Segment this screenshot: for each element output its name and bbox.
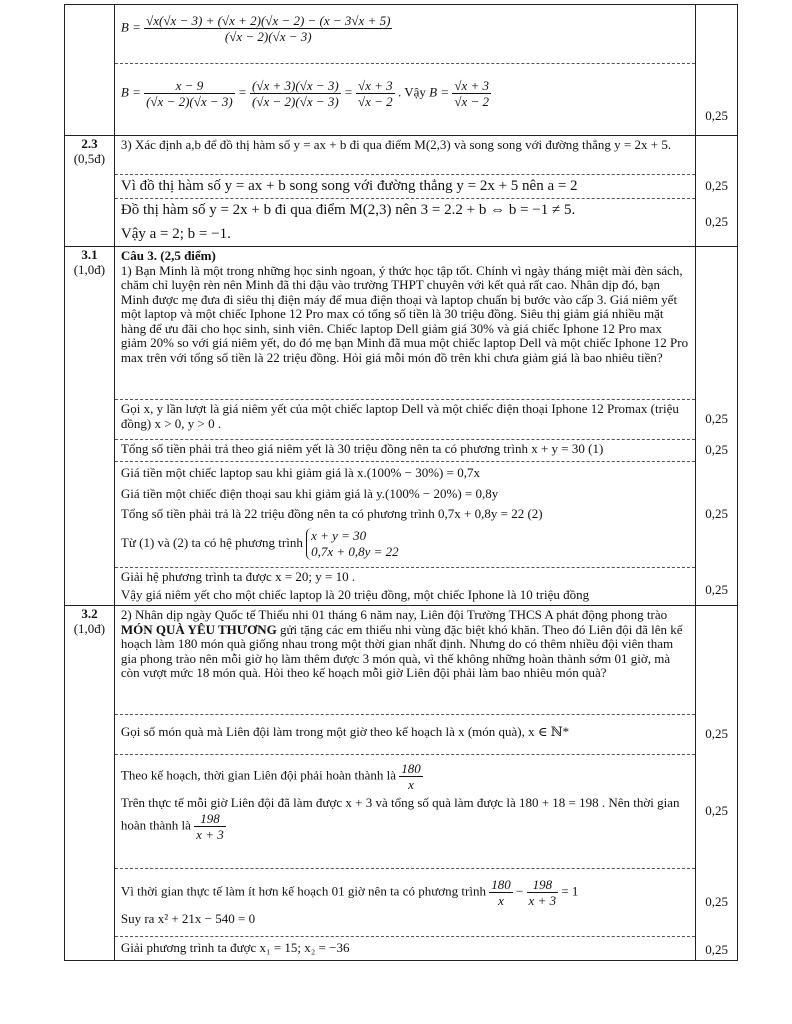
row-label-3-1 — [65, 247, 115, 606]
question-3-2 — [115, 606, 695, 714]
step-3-1-4b: Vậy giá niêm yết cho một chiếc laptop là 20 triệu đồng, một chiếc Iphone là 10 triệu đồng — [120, 586, 590, 602]
step-3-2-2b — [121, 796, 689, 842]
b2-frac-2 — [250, 78, 341, 109]
b2-f4-lhs: B = — [429, 84, 450, 100]
step-3-1-1: Gọi x, y lần lượt là giá niêm yết của một chiếc laptop Dell và một chiếc điện thoại Iphone 12 Promax (triệu đồng) x > 0, y > 0 . — [115, 399, 695, 439]
eq-frac-1 — [489, 877, 513, 908]
score-3-2-1: 0,25 — [705, 726, 728, 741]
score-3-2-3: 0,25 — [705, 894, 728, 909]
score-3-2-2: 0,25 — [705, 803, 728, 818]
b2-conclude: . Vậy — [397, 84, 426, 100]
frac-num: 198 — [532, 877, 553, 892]
b2-f3-den: √x − 2 — [358, 94, 393, 109]
b2-frac-4 — [452, 78, 491, 109]
step-3-2-1: Gọi số món quà mà Liên đội làm trong một giờ theo kế hoạch là x (món quà), x ∈ ℕ* — [115, 714, 695, 754]
question-prefix: 2) Nhân dịp ngày Quốc tế Thiếu nhi 01 tháng 6 năm nay, Liên đội Trường THCS A phát động phong trào — [120, 607, 668, 622]
b2-f3-num: √x + 3 — [358, 78, 393, 93]
plan-time-frac — [399, 761, 423, 792]
row-3-2 — [65, 606, 738, 961]
b-fraction-1 — [144, 13, 392, 44]
question-text: 1) Bạn Minh là một trong những học sinh ngoan, ý thức học tập tốt. Chính vì ngày tháng miệt mài đèn sách, chăm chỉ luyện rèn nên Minh đã thi đậu vào trường THPT chuyên với kết quả rất cao. Nhân dịp đó, bạn Minh được mẹ đưa đi siêu thị điện máy để mua điện thoại và laptop chuẩn bị bước vào cấp 3. Giá niêm yết một laptop và một chiếc Iphone 12 Pro max có tổng số tiền là 30 triệu đồng. Siêu thị giảm giá nhiều mặt hàng để ưu đãi cho học sinh, sinh viên. Chiếc laptop Dell giảm giá 30% và giá chiếc Iphone 12 Pro max giảm 20% so với giá niêm yết, do đó mẹ bạn Minh đã mua một chiếc laptop Dell và một chiếc Iphone 12 Pro max trên với tổng số tiền là 22 triệu đồng. Hỏi giá mỗi món đồ trên khi chưa giảm giá là bao nhiêu tiền? — [120, 262, 689, 365]
b2-lhs: B = — [120, 84, 141, 100]
row-3-1 — [65, 247, 738, 606]
step-3-2-4: Giải phương trình ta được x₁ = 15; x₂ = −36 — [115, 936, 695, 960]
frac-den: x + 3 — [196, 826, 224, 842]
b2-f4-num: √x + 3 — [454, 78, 490, 93]
score-b — [696, 5, 738, 136]
question-3-1 — [115, 247, 695, 399]
question-suffix: gửi tặng các em thiếu nhi vùng đặc biệt khó khăn. Theo đó Liên đội đã lên kế hoạch làm 180 món quà giống nhau trong một thời gian nhất định. Nhưng do có thêm nhiều đội viên tham gia phong trào nên mỗi giờ họ làm thêm được 3 món quà, vì thế không những hoàn thành sớm 01 giờ, mà còn vượt mức 18 món quà. Hỏi theo kế hoạch mỗi giờ Liên đội phải làm bao nhiêu món quà? — [120, 621, 683, 680]
answer-sheet — [64, 4, 738, 961]
score-2-3-1: 0,25 — [705, 178, 728, 193]
step-2-3-2 — [115, 198, 695, 246]
row-2-3 — [65, 136, 738, 247]
label-points: (1,0đ) — [73, 620, 106, 636]
system-intro: Từ (1) và (2) ta có hệ phương trình — [120, 534, 303, 550]
step-3-2-3a: Vì thời gian thực tế làm ít hơn kế hoạch 01 giờ nên ta có phương trình $\frac{180}{x}$ − $\frac{198}{x + 3}$ = 1 — [120, 877, 579, 908]
actual-time-text: Trên thực tế mỗi giờ Liên đội đã làm được x + 3 và tổng số quà làm được là 180 + 18 = 198 . Nên thời gian hoàn thành là — [120, 795, 680, 832]
b-expression-2: B = $\frac{x - 9}{(√x - 2)(√x - 3)}$ = $\frac{(√x + 3)(√x - 3)}{(√x - 2)(√x - 3)}$ = $\frac{√x + 3}{√x - 2}$ . Vậy B = $\frac{√x + 3}{√x - 2}$ — [115, 63, 695, 135]
actual-time-frac — [194, 811, 226, 842]
frac-den: x + 3 — [528, 893, 557, 908]
score-value: 0,25 — [705, 107, 728, 123]
b2-f2-den: (√x − 2)(√x − 3) — [252, 94, 339, 109]
step-3-1-3d — [121, 528, 689, 560]
question-2-3: 3) Xác định a,b để đồ thị hàm số y = ax + b đi qua điểm M(2,3) và song song với đường thẳng y = 2x + 5. — [120, 137, 672, 152]
step-3-1-4a: Giải hệ phương trình ta được x = 20; y = 10 . — [120, 569, 356, 584]
label-points: (0,5đ) — [73, 150, 106, 166]
question-heading: Câu 3. (2,5 điểm) — [120, 248, 216, 263]
score-3-2-4: 0,25 — [705, 942, 728, 957]
step-3-1-3a: Giá tiền một chiếc laptop sau khi giảm giá là x.(100% − 30%) = 0,7x — [120, 465, 480, 480]
step-3-2-3b: Suy ra x² + 21x − 540 = 0 — [120, 911, 256, 926]
system-eq-2: 0,7x + 0,8y = 22 — [311, 543, 399, 559]
step-3-2-3 — [115, 868, 695, 936]
eq-frac-2 — [527, 877, 559, 908]
b2-frac-1 — [144, 78, 235, 109]
frac-num: 180 — [491, 877, 511, 892]
score-3-1-1: 0,25 — [705, 411, 728, 426]
content-2-3 — [114, 136, 695, 247]
step-2-3-2b: Vậy a = 2; b = −1. — [120, 226, 231, 242]
row-label-3-2 — [65, 606, 115, 961]
row-label-empty — [65, 5, 115, 136]
content-3-1 — [114, 247, 695, 606]
b-expression-1 — [115, 5, 695, 63]
score-2-3 — [696, 136, 738, 247]
frac-den: x — [399, 776, 423, 792]
b-expression-cell — [114, 5, 695, 136]
label-number: 3.2 — [81, 606, 98, 621]
row-b-expression — [65, 5, 738, 136]
b2-f4-den: √x − 2 — [454, 94, 490, 109]
score-3-1-4: 0,25 — [705, 582, 728, 597]
step-3-1-3 — [115, 461, 695, 567]
frac-den: x — [489, 892, 513, 908]
score-3-1-2: 0,25 — [705, 442, 728, 457]
eq-rhs: = 1 — [561, 883, 579, 899]
label-number: 3.1 — [81, 247, 98, 262]
step-3-1-3c: Tổng số tiền phải trả là 22 triệu đồng nên ta có phương trình 0,7x + 0,8y = 22 (2) — [120, 506, 543, 521]
b2-f1-den: (√x − 2)(√x − 3) — [146, 94, 233, 109]
label-number: 2.3 — [81, 136, 98, 151]
row-label-2-3 — [65, 136, 115, 247]
b-numerator: √x(√x − 3) + (√x + 2)(√x − 2) − (x − 3√x + 5) — [146, 13, 391, 28]
score-3-1 — [696, 247, 738, 606]
step-3-2-2a — [121, 761, 689, 792]
step-3-1-3b: Giá tiền một chiếc điện thoại sau khi giảm giá là y.(100% − 20%) = 0,8y — [120, 485, 499, 501]
system-eq-1: x + y = 30 — [311, 527, 367, 543]
score-3-2 — [696, 606, 738, 961]
step-2-3-1: Vì đồ thị hàm số y = ax + b song song với đường thẳng y = 2x + 5 nên a = 2 — [115, 174, 695, 198]
campaign-name: MÓN QUÀ YÊU THƯƠNG — [120, 621, 277, 637]
score-2-3-2: 0,25 — [705, 214, 728, 229]
b-denominator: (√x − 2)(√x − 3) — [144, 28, 392, 44]
score-3-1-3: 0,25 — [705, 506, 728, 521]
frac-num: 198 — [200, 810, 220, 826]
step-3-2-2 — [115, 754, 695, 868]
step-2-3-2a: Đồ thị hàm số y = 2x + b đi qua điểm M(2,3) nên 3 = 2.2 + b ⇔ b = −1 ≠ 5. — [120, 202, 576, 218]
b2-frac-3 — [356, 78, 395, 109]
b-lhs: B = — [120, 19, 141, 35]
content-3-2 — [114, 606, 695, 961]
b2-f2-num: (√x + 3)(√x − 3) — [252, 78, 339, 93]
equation-system — [306, 528, 399, 560]
label-points: (1,0đ) — [73, 261, 106, 277]
step-3-1-4 — [115, 567, 695, 605]
b2-f1-num: x − 9 — [175, 78, 204, 93]
frac-num: 180 — [401, 761, 421, 776]
answer-table — [64, 4, 738, 961]
step-3-1-2: Tổng số tiền phải trả theo giá niêm yết là 30 triệu đồng nên ta có phương trình x + y = 30 (1) — [115, 439, 695, 461]
equation-intro: Vì thời gian thực tế làm ít hơn kế hoạch 01 giờ nên ta có phương trình — [120, 883, 486, 899]
plan-time-text: Theo kế hoạch, thời gian Liên đội phải hoàn thành là — [120, 767, 396, 783]
